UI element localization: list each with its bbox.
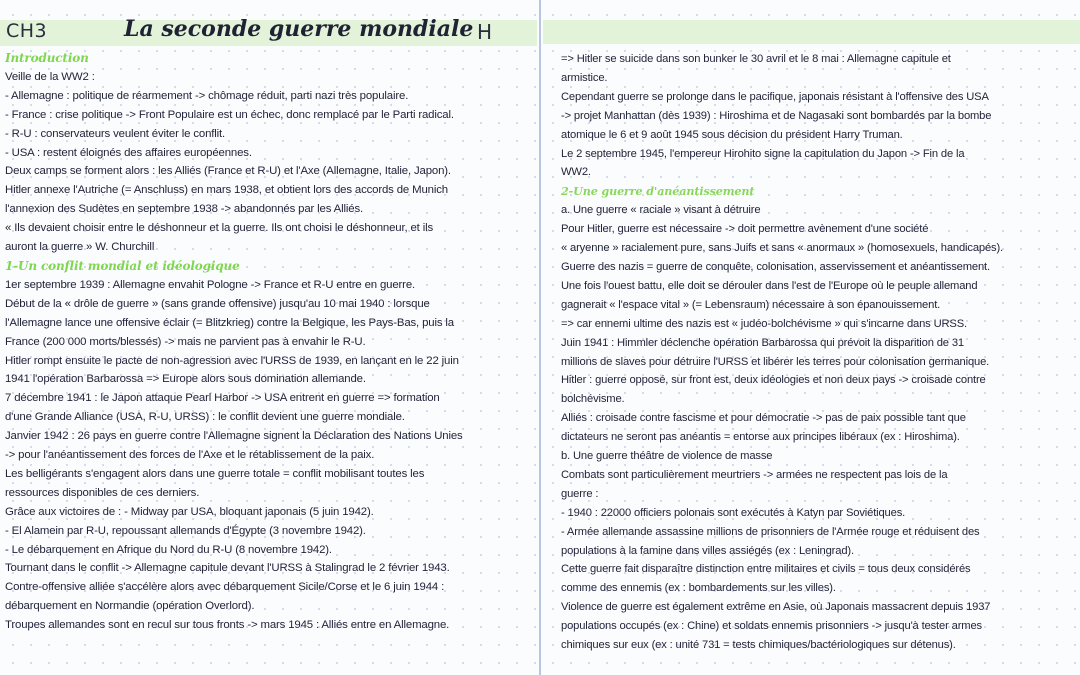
text-line: - Armée allemande assassine millions de prisonniers de l'Armée rouge et réduisent des	[561, 525, 980, 538]
text-line: d'une Grande Alliance (USA, R-U, URSS) : le conflit devient une guerre mondiale.	[5, 411, 405, 424]
subsection-a-paragraph	[561, 220, 1075, 447]
text-line: -> pour l'anéantissement des forces de l'Axe et le rétablissement de la paix.	[5, 449, 375, 462]
text-line: Tournant dans le conflit -> Allemagne capitule devant l'URSS à Stalingrad le 2 février 1943.	[5, 562, 450, 575]
text-line: France (200 000 morts/blessés) -> mais ne parvient pas à envahir le R-U.	[5, 335, 366, 348]
text-line: Juin 1941 : Himmler déclenche opération Barbarossa qui prévoit la disparition de 31	[561, 336, 964, 349]
text-line: Guerre des nazis = guerre de conquête, colonisation, asservissement et anéantissement.	[561, 260, 990, 273]
text-line: guerre :	[561, 487, 599, 500]
text-line: Hitler : guerre opposé, sur front est, deux idéologies et non deux pays -> croisade contre	[561, 374, 986, 387]
text-line: 7 décembre 1941 : le Japon attaque Pearl Harbor -> USA entrent en guerre => formation	[5, 392, 440, 405]
text-line: « aryenne » racialement pure, sans Juifs et sans « anormaux » (homosexuels, handicapés).	[561, 242, 1004, 255]
section-letter: H	[477, 20, 493, 44]
text-line: Contre-offensive alliée s'accélère alors avec débarquement Sicile/Corse et le 6 juin 1944 :	[5, 581, 445, 594]
left-page-content	[5, 49, 533, 635]
text-line: Veille de la WW2 :	[5, 70, 95, 83]
text-line: 1941 l'opération Barbarossa => Europe alors sous domination allemande.	[5, 373, 366, 386]
subsection-a-heading: a. Une guerre « raciale » visant à détruire	[561, 204, 761, 217]
text-line: Hitler annexe l'Autriche (= Anschluss) en mars 1938, et obtient lors des accords de Munich	[5, 184, 448, 197]
text-line: l'Allemagne lance une offensive éclair (= Blitzkrieg) contre la Belgique, les Pays-Bas, puis la	[5, 316, 454, 329]
page-divider	[539, 0, 541, 675]
text-line: comme des ennemis (ex : bombardements sur les villes).	[561, 582, 836, 595]
subsection-b-paragraph	[561, 466, 1075, 655]
section2-heading: 2-Une guerre d'anéantissement	[561, 184, 755, 199]
text-line: - Allemagne : politique de réarmement -> chômage réduit, parti nazi très populaire.	[5, 89, 409, 102]
text-line: - R-U : conservateurs veulent éviter le conflit.	[5, 127, 226, 140]
text-line: gagnerait « l'espace vital » (= Lebensraum) nécessaire à son épanouissement.	[561, 298, 941, 311]
section1-heading: 1-Un conflit mondial et idéologique	[5, 258, 240, 273]
text-line: - El Alamein par R-U, repoussant allemands d'Égypte (3 novembre 1942).	[5, 524, 366, 537]
text-line: Cependant guerre se prolonge dans le pacifique, japonais résistant à l'offensive des USA	[561, 90, 989, 103]
text-line: populations occupés (ex : Chine) et soldats ennemis prisonniers -> jusqu'à tester armes	[561, 620, 982, 633]
text-line: - France : crise politique -> Front Populaire est un échec, donc remplacé par le Parti radical.	[5, 108, 454, 121]
text-line: bolchévisme.	[561, 393, 625, 406]
right-page	[543, 0, 1080, 675]
text-line: millions de slaves pour détruire l'URSS et libérer les terres pour colonisation germanique.	[561, 355, 990, 368]
text-line: Début de la « drôle de guerre » (sans grande offensive) jusqu'au 10 mai 1940 : lorsque	[5, 297, 430, 310]
text-line: - 1940 : 22000 officiers polonais sont exécutés à Katyn par Soviétiques.	[561, 506, 906, 519]
text-line: Hitler rompt ensuite le pacte de non-agression avec l'URSS de 1939, en lançant en le 22 juin	[5, 354, 459, 367]
text-line: Troupes allemandes sont en recul sur tous fronts -> mars 1945 : Alliés entre en Allemagne.	[5, 619, 450, 632]
intro-paragraph	[5, 68, 533, 257]
text-line: débarquement en Normandie (opération Overlord).	[5, 600, 255, 613]
text-line: Deux camps se forment alors : les Alliés (France et R-U) et l'Axe (Allemagne, Italie, Japon).	[5, 165, 451, 178]
text-line: => car ennemi ultime des nazis est « judéo-bolchévisme » qui s'incarne dans URSS.	[561, 317, 968, 330]
text-line: 1er septembre 1939 : Allemagne envahit Pologne -> France et R-U entre en guerre.	[5, 278, 416, 291]
text-line: armistice.	[561, 71, 608, 84]
text-line: ressources disponibles de ces derniers.	[5, 486, 200, 499]
text-line: Pour Hitler, guerre est nécessaire -> doit permettre avènement d'une société	[561, 223, 929, 236]
text-line: atomique le 6 et 9 août 1945 sous décision du président Harry Truman.	[561, 128, 903, 141]
text-line: auront la guerre » W. Churchill	[5, 241, 155, 254]
header-band	[543, 20, 1080, 44]
chapter-label: CH3	[6, 20, 48, 42]
intro-heading: Introduction	[5, 51, 89, 65]
text-line: Une fois l'ouest battu, elle doit se dérouler dans l'est de l'Europe où le peuple allemand	[561, 279, 978, 292]
text-line: Grâce aux victoires de : - Midway par USA, bloquant japonais (5 juin 1942).	[5, 505, 374, 518]
text-line: Alliés : croisade contre fascisme et pour démocratie -> pas de paix possible tant que	[561, 412, 966, 425]
right-page-content	[561, 50, 1075, 655]
page-title: La seconde guerre mondiale	[124, 16, 474, 42]
subsection-b-heading: b. Une guerre théâtre de violence de masse	[561, 450, 773, 463]
text-line: Les belligérants s'engagent alors dans une guerre totale = conflit mobilisant toutes les	[5, 467, 425, 480]
text-line: Violence de guerre est également extrême en Asie, où Japonais massacrent depuis 1937	[561, 601, 991, 614]
text-line: => Hitler se suicide dans son bunker le 30 avril et le 8 mai : Allemagne capitule et	[561, 53, 951, 65]
text-line: - Le débarquement en Afrique du Nord du R-U (8 novembre 1942).	[5, 543, 332, 556]
text-line: Cette guerre fait disparaître distinction entre militaires et civils = tous deux considérés	[561, 563, 971, 576]
text-line: dictateurs ne seront pas anéantis = entorse aux principes libéraux (ex : Hiroshima).	[561, 431, 960, 444]
text-line: Janvier 1942 : 26 pays en guerre contre l'Allemagne signent la Déclaration des Nations Unies	[5, 430, 463, 443]
left-page	[0, 0, 537, 675]
text-line: populations à la famine dans villes assiégés (ex : Leningrad).	[561, 544, 854, 557]
text-line: « Ils devaient choisir entre le déshonneur et la guerre. Ils ont choisi le déshonneur, et ils	[5, 222, 434, 235]
text-line: l'annexion des Sudètes en septembre 1938 -> abandonnés par les Alliés.	[5, 203, 364, 216]
text-line: chimiques sur eux (ex : unité 731 = tests chimiques/bactériologiques sur détenus).	[561, 639, 956, 652]
text-line: WW2.	[561, 166, 591, 179]
text-line: Combats sont particulièrement meurtriers -> armées ne respectent pas lois de la	[561, 468, 948, 481]
text-line: -> projet Manhattan (dès 1939) : Hiroshima et de Nagasaki sont bombardés par la bombe	[561, 109, 992, 122]
text-line: - USA : restent éloignés des affaires européennes.	[5, 146, 252, 159]
ww2-end-paragraph	[561, 50, 1075, 182]
text-line: Le 2 septembre 1945, l'empereur Hirohito signe la capitulation du Japon -> Fin de la	[561, 147, 965, 160]
section1-paragraph	[5, 276, 533, 635]
